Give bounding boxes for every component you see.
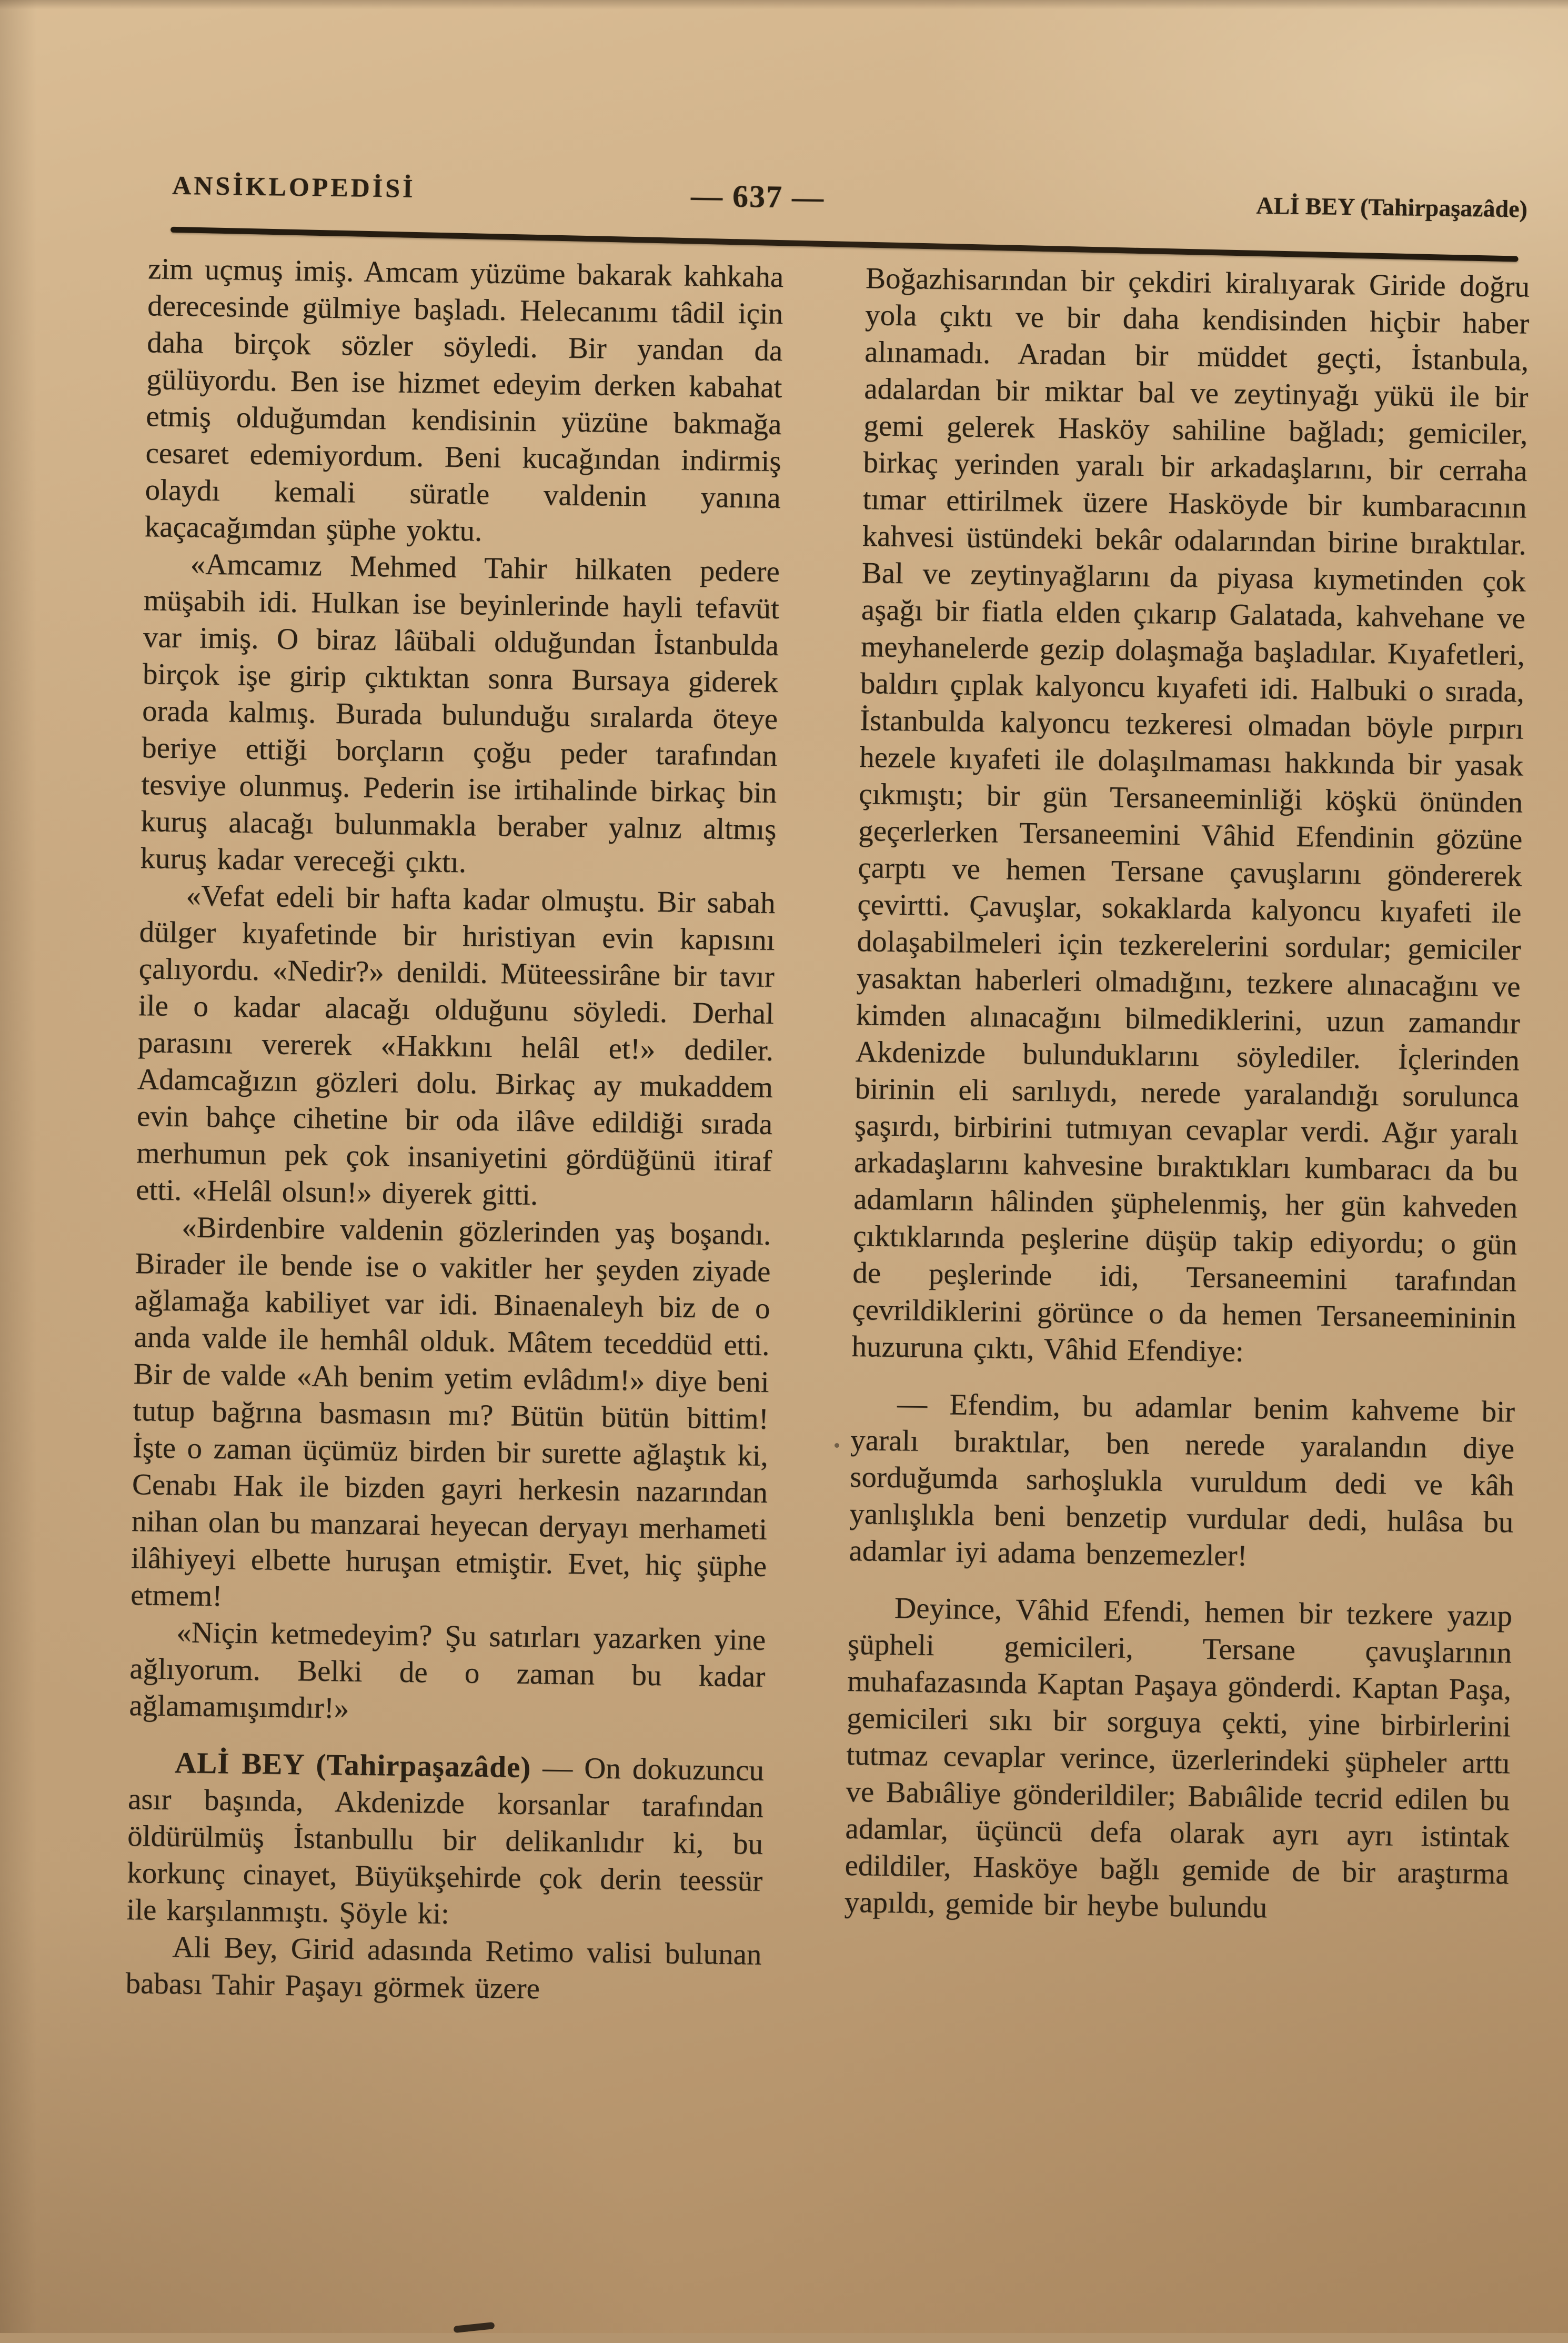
- column-left: [125, 251, 783, 2010]
- page-number: — 637 —: [690, 178, 825, 215]
- entry-text: — On dokuzuncu asır başında, Akdenizde korsanlar tarafından öldürülmüş İstanbullu bir delikanlıdır ki, bu korkunç cinayet, Büyükşehirde çok derin teessür ile karşılanmıştı. Şöyle ki:: [126, 1750, 765, 1930]
- running-head-entry: ALİ BEY (Tahirpaşazâde): [1256, 192, 1528, 223]
- paragraph: «Birdenbire valdenin gözlerinden yaş boşandı. Birader ile bende ise o vakitler her şeyden ziyade ağlamağa kabiliyet var idi. Binaenaleyh biz de o anda valde ile hemhâl olduk. Mâtem teceddüd etti. Bir de valde «Ah benim yetim evlâdım!» diye beni tutup bağrına basmasın mı? Bütün bütün bittim! İşte o zaman üçümüz birden bir surette ağlaştık ki, Cenabı Hak ile bizden gayri herkesin nazarından nihan olan bu manzarai heyecan deryayı merhameti ilâhiyeyi elbette huruşan etmiştir. Evet, hiç şüphe etmem!: [130, 1210, 771, 1613]
- paragraph: — Efendim, bu adamlar benim kahveme bir yaralı bıraktılar, ben nerede yaralandın diye sorduğumda sarhoşlukla vuruldum dedi ve kâh yanlışlıkla beni benzetip vurdular dedi, hulâsa bu adamlar iyi adama benzemezler!: [849, 1387, 1515, 1573]
- entry-paragraph: [126, 1744, 764, 1937]
- entry-title: ALİ BEY (Tahirpaşazâde): [174, 1746, 531, 1784]
- paragraph: zim uçmuş imiş. Amcam yüzüme bakarak kahkaha derecesinde gülmiye başladı. Helecanımı tâdil için daha birçok sözler söyledi. Bir yandan da gülüyordu. Ben ise hizmet edeyim derken kabahat etmiş olduğumdan kendisinin yüzüne bakmağa cesaret edemiyordum. Beni kucağından indirmiş olaydı kemali süratle valdenin yanına kaçacağımdan şüphe yoktu.: [144, 252, 784, 548]
- paragraph: «Niçin ketmedeyim? Şu satırları yazarken yine ağlıyorum. Belki de o zaman bu kadar ağlamamışımdır!»: [129, 1616, 766, 1725]
- journal-title: ANSİKLOPEDİSİ: [172, 170, 416, 203]
- paragraph: «Amcamız Mehmed Tahir hilkaten pedere müşabih idi. Hulkan ise beyinlerinde hayli tefavüt var imiş. O biraz lâübali olduğundan İstanbulda birçok işe girip çıktıktan sonra Bursaya giderek orada kalmış. Burada bulunduğu sıralarda öteye beriye ettiği borçların çoğu peder tarafından tesviye olunmuş. Pederin ise irtihalinde birkaç bin kuruş alacağı bulunmakla beraber yalnız altmış kuruş kadar vereceği çıktı.: [140, 547, 780, 879]
- paragraph: «Vefat edeli bir hafta kadar olmuştu. Bir sabah dülger kıyafetinde bir hıristiyan evin kapısını çalıyordu. «Nedir?» denildi. Müteessirâne bir tavır ile o kadar alacağı olduğunu söyledi. Derhal parasını vererek «Hakkını helâl et!» dediler. Adamcağızın gözleri dolu. Birkaç ay mukaddem evin bahçe cihetine bir oda ilâve edildiği sırada merhumun pek çok insaniyetini gördüğünü itiraf etti. «Helâl olsun!» diyerek gitti.: [135, 879, 776, 1212]
- paragraph: Boğazhisarından bir çekdiri kiralıyarak Giride doğru yola çıktı ve bir daha kendisinden hiçbir haber alınamadı. Aradan bir müddet geçti, İstanbula, adalardan bir miktar bal ve zeytinyağı yükü ile bir gemi gelerek Hasköy sahiline bağladı; gemiciler, birkaç yerinden yaralı bir arkadaşlarını, bir cerraha tımar ettirilmek üzere Hasköyde bir kumbaracının kahvesi üstündeki bekâr odalarından birine bıraktılar. Bal ve zeytinyağlarını da piyasa kıymetinden çok aşağı bir fiatla elden çıkarıp Galatada, kahvehane ve meyhanelerde gezip dolaşmağa başladılar. Kıyafetleri, baldırı çıplak kalyoncu kıyafeti idi. Halbuki o sırada, İstanbulda kalyoncu tezkeresi olmadan böyle pırpırı hezele kıyafeti ile dolaşılmaması hakkında bir yasak çıkmıştı; bir gün Tersaneeminliği köşkü önünden geçerlerken Tersaneemini Vâhid Efendinin gözüne çarptı ve hemen Tersane çavuşlarını göndererek çevirtti. Çavuşlar, sokaklarda kalyoncu kıyafeti ile dolaşabilmeleri için tezkerelerini sordular; gemiciler yasaktan haberleri olmadığını, tezkere alınacağını ve kimden alınacağını bilmediklerini, uzun zamandır Akdenizde bulunduklarını söylediler. İçlerinden birinin eli sarılıydı, nerede yaralandığı sorulunca şaşırdı, birbirini tutmıyan cevaplar verdi. Ağır yaralı arkadaşlarını kahvesine bıraktıkları kumbaracı da bu adamların hâlinden şüphelenmiş, her gün kahveden çıktıklarında peşlerine düşüp takip ediyordu; o gün de peşlerinde idi, Tersaneemini tarafından çevrildiklerini görünce o da hemen Tersaneemininin huzuruna çıktı, Vâhid Efendiye:: [851, 262, 1530, 1368]
- column-right: [844, 260, 1530, 1929]
- paragraph: Ali Bey, Girid adasında Retimo valisi bulunan babası Tahir Paşayı görmek üzere: [125, 1930, 762, 2006]
- paragraph: Deyince, Vâhid Efendi, hemen bir tezkere yazıp şüpheli gemicileri, Tersane çavuşlarının muhafazasında Kaptan Paşaya gönderdi. Kaptan Paşa, gemicileri sıkı bir sorguya çekti, yine birbirlerini tutmaz cevaplar verince, üzerlerindeki şüpheler arttı ve Babıâliye gönderildiler; Babıâlide tecrid edilen bu adamlar, üçüncü defa olarak ayrı ayrı istintak edildiler, Hasköye bağlı gemide de bir araştırma yapıldı, gemide bir heybe bulundu: [844, 1591, 1513, 1925]
- ink-speck: [835, 1443, 839, 1448]
